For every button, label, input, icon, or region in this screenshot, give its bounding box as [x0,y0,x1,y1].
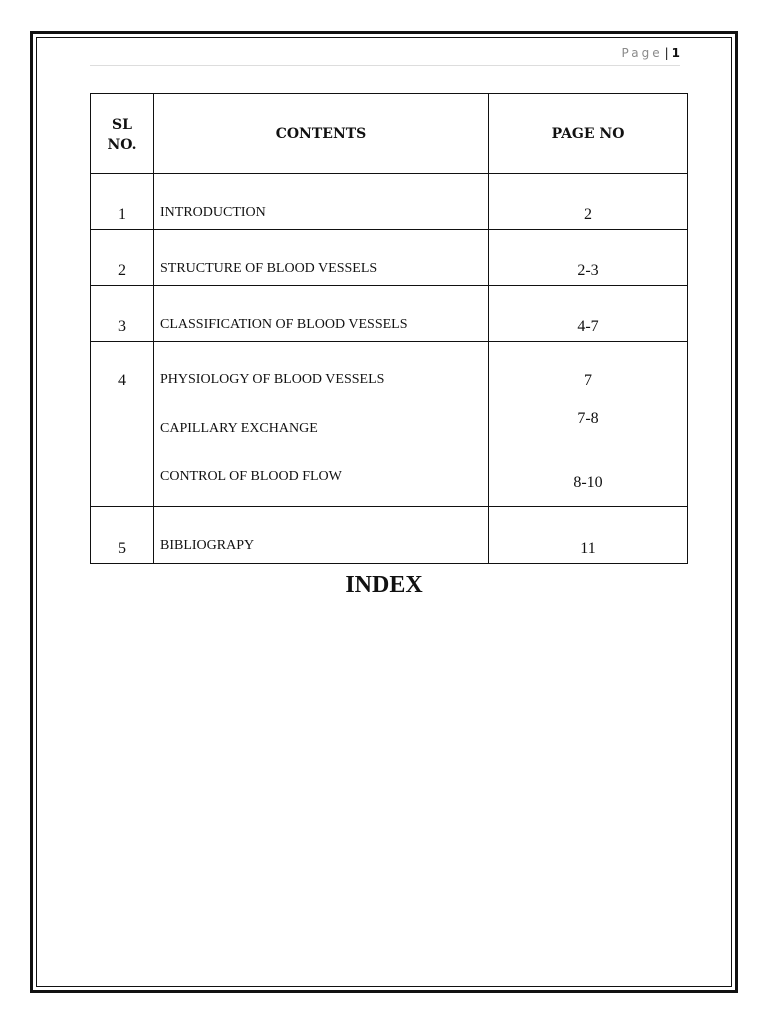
row-page: 2-3 [577,262,599,279]
row-page: 4-7 [577,318,599,335]
contents-table [90,93,688,564]
row-number: 4 [118,372,126,389]
page-separator: | [664,46,669,60]
row-page: 2 [584,206,592,223]
row-page: 7 [584,372,592,389]
row-title: STRUCTURE OF BLOOD VESSELS [160,261,378,276]
row-page: 8-10 [573,474,603,491]
header-page-no: PAGE NO [489,94,688,174]
row-title: BIBLIOGRAPY [160,538,255,553]
table-header-row [91,94,688,174]
row-title: CONTROL OF BLOOD FLOW [160,469,342,484]
row-page: 11 [580,540,596,557]
row-title: INTRODUCTION [160,205,266,220]
row-number: 3 [118,318,126,335]
header-contents: CONTENTS [154,94,489,174]
row-title: CAPILLARY EXCHANGE [160,421,318,436]
index-title: INDEX [345,572,423,598]
table-row [91,342,688,507]
table-row [91,286,688,342]
page-header [90,46,680,66]
row-title: PHYSIOLOGY OF BLOOD VESSELS [160,372,385,387]
table-row [91,230,688,286]
row-number: 1 [118,206,126,223]
page-label: Page [621,46,663,60]
table-row [91,507,688,564]
row-page: 7-8 [577,410,599,427]
page-number: 1 [671,46,680,60]
row-number: 5 [118,540,126,557]
row-number: 2 [118,262,126,279]
header-sl-no: SL NO. [91,94,154,174]
row-title: CLASSIFICATION OF BLOOD VESSELS [160,317,408,332]
table-row [91,174,688,230]
